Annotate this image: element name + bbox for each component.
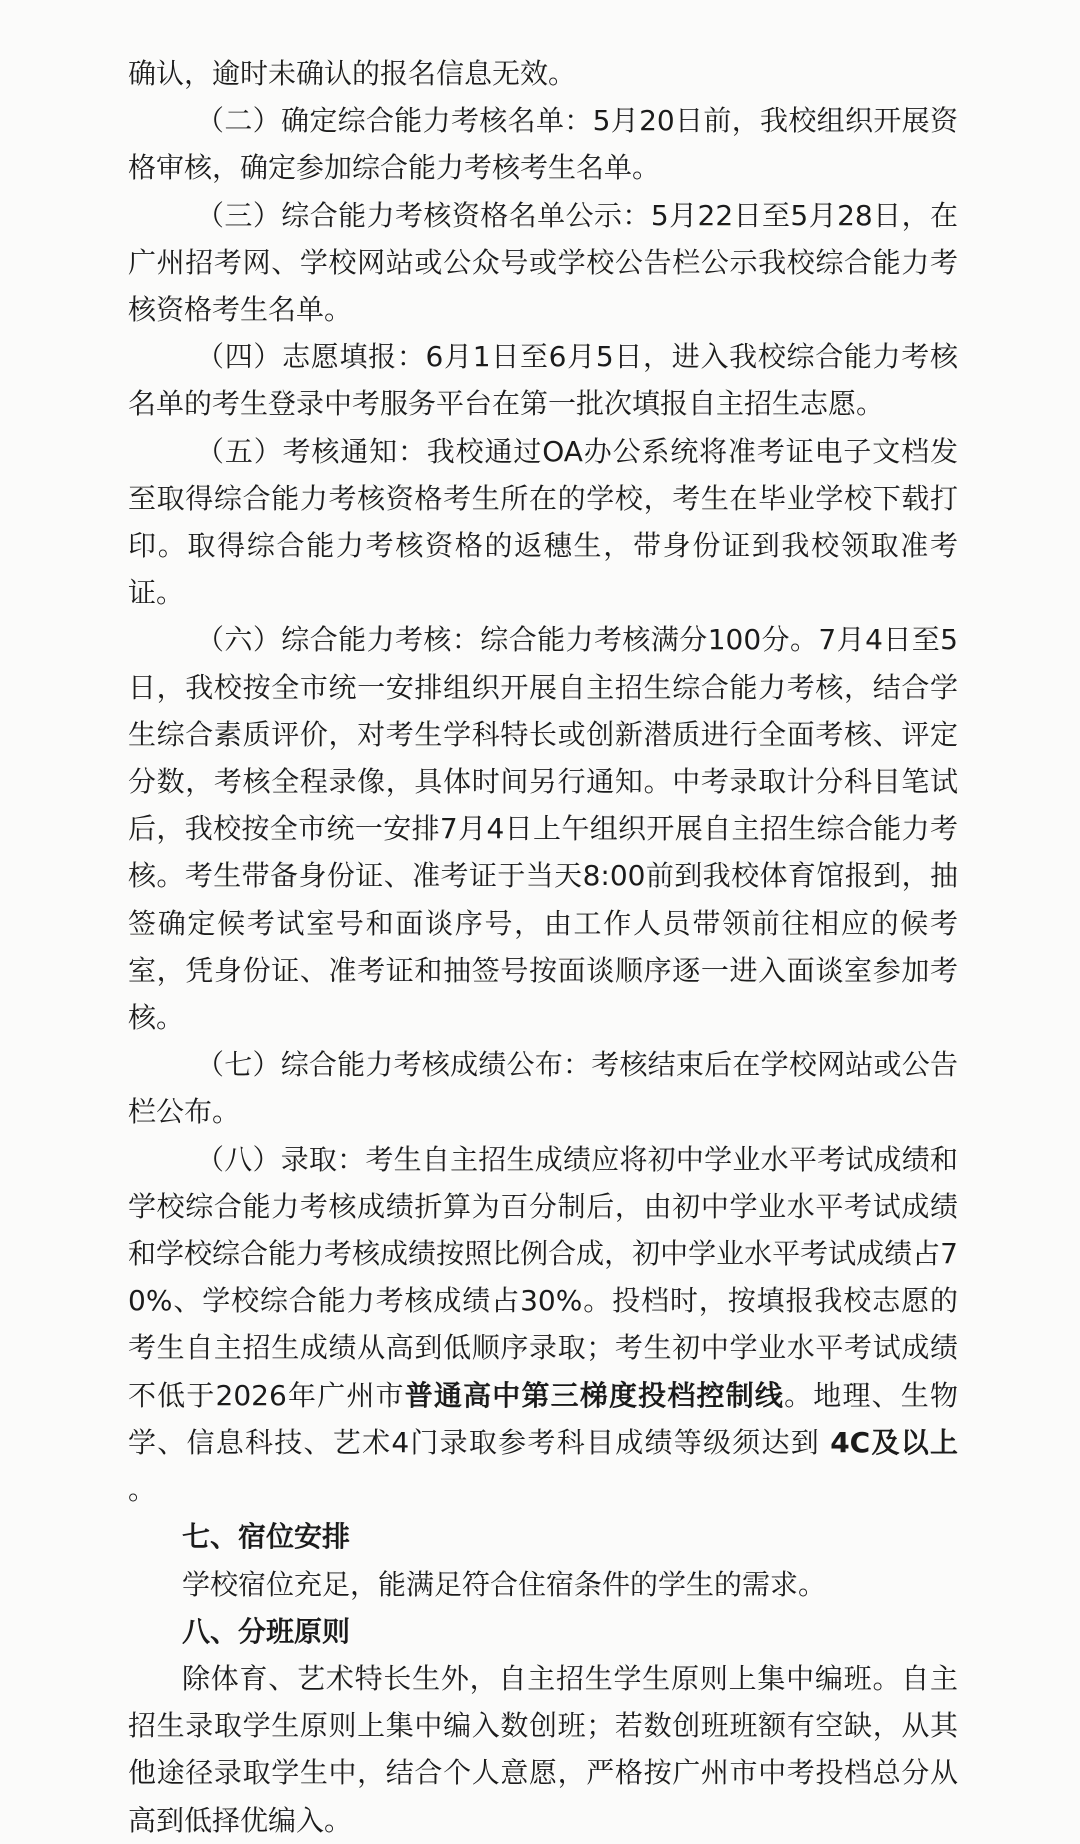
paragraph-registration-confirm: 确认，逾时未确认的报名信息无效。 (128, 57, 577, 90)
paragraph-comprehensive-exam: （六）综合能力考核：综合能力考核满分100分。7月4日至5日，我校按全市统一安排组织开展自主招生综合能力考核，结合学生综合素质评价，对考生学科特长或创新潜质进行全面考核、评定分数，考核全程录像，具体时间另行通知。中考录取计分科目笔试后，我校按全市统一安排7月4日上午组织开展自主招生综合能力考核。考生带备身份证、准考证于当天8:00前到我校体育馆报到，抽签确定候考试室号和面谈序号，由工作人员带领前往相应的候考室，凭身份证、准考证和抽签号按面谈顺序逐一进入面谈室参加考核。 (128, 623, 958, 1035)
paragraph-exam-notice: （五）考核通知：我校通过OA办公系统将准考证电子文档发至取得综合能力考核资格考生所在的学校，考生在毕业学校下载打印。取得综合能力考核资格的返穗生，带身份证到我校领取准考证。 (128, 434, 958, 610)
paragraph-list-publicity: （三）综合能力考核资格名单公示：5月22日至5月28日，在广州招考网、学校网站或公众号或学校公告栏公示我校综合能力考核资格考生名单。 (128, 198, 958, 327)
admission-bold-control-line: 普通高中第三梯度投档控制线 (404, 1378, 785, 1412)
section-heading-dormitory: 七、宿位安排 (182, 1520, 351, 1554)
admission-text-a: （八）录取：考生自主招生成绩应将初中学业水平考试成绩和学校综合能力考核成绩折算为百分制后，由初中学业水平考试成绩和学校综合能力考核成绩按照比例合成，初中学业水平考试成绩占70%、学校综合能力考核成绩占30%。投档时，按填报我校志愿的考生自主招生成绩从高到低顺序录取；考生初中学业水平考试成绩不低于2026年广州市 (128, 1142, 958, 1412)
document-body (128, 50, 958, 1844)
paragraph-application: （四）志愿填报：6月1日至6月5日，进入我校综合能力考核名单的考生登录中考服务平台在第一批次填报自主招生志愿。 (128, 340, 958, 421)
admission-text-c: 。 (128, 1473, 157, 1507)
admission-bold-grade: 4C及以上 (830, 1425, 958, 1459)
admission-text-b: 。地理、生物学、信息科技、艺术4门录取参考科目成绩等级须达到 (128, 1378, 958, 1459)
paragraph-score-publish: （七）综合能力考核成绩公布：考核结束后在学校网站或公告栏公布。 (128, 1048, 958, 1129)
section-heading-class-division: 八、分班原则 (182, 1614, 351, 1648)
paragraph-exam-list: （二）确定综合能力考核名单：5月20日前，我校组织开展资格审核，确定参加综合能力考核考生名单。 (128, 104, 958, 185)
paragraph-admission (128, 1136, 958, 1514)
paragraph-dormitory: 学校宿位充足，能满足符合住宿条件的学生的需求。 (182, 1567, 827, 1601)
paragraph-class-division: 除体育、艺术特长生外，自主招生学生原则上集中编班。自主招生录取学生原则上集中编入数创班；若数创班班额有空缺，从其他途径录取学生中，结合个人意愿，严格按广州市中考投档总分从高到低择优编入。 (128, 1661, 958, 1837)
